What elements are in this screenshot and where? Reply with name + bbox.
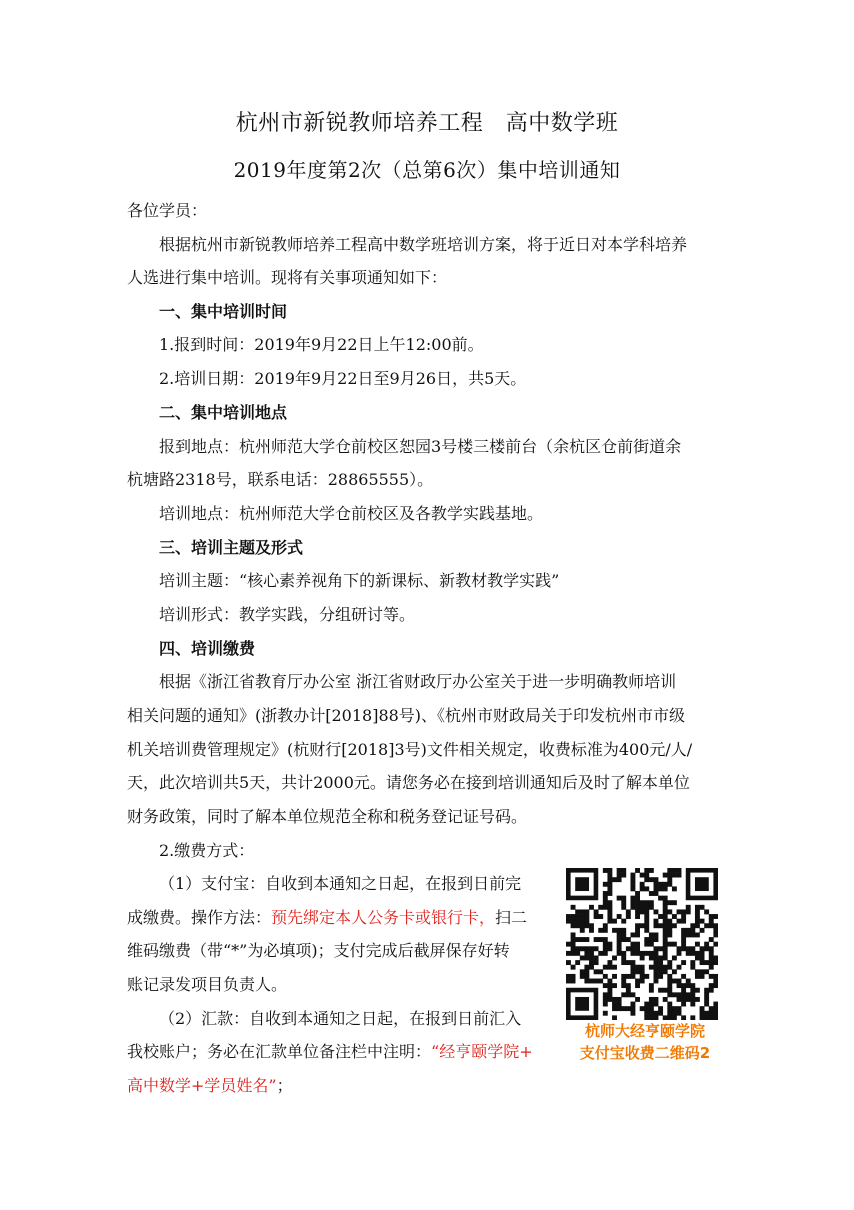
intro-line-1: 根据杭州市新锐教师培养工程高中数学班培训方案，将于近日对本学科培养 — [159, 235, 688, 254]
section1-heading: 一、集中培训时间 — [159, 302, 288, 321]
alipay-line-2 — [127, 908, 527, 928]
section4-line-3: 机关培训费管理规定》(杭财行[2018]3号)文件相关规定，收费标准为400元/人/ — [127, 740, 693, 759]
section2-report-line-2: 杭塘路2318号，联系电话：28865555）。 — [127, 470, 434, 489]
qr-code-image — [566, 868, 718, 1020]
qr-code — [566, 868, 718, 1020]
remit-line-1: （2）汇款：自收到本通知之日起，在报到日前汇入 — [159, 1009, 522, 1028]
alipay-line-2-tail: 扫二 — [495, 908, 528, 927]
qr-caption-line-1: 杭师大经亨颐学院 — [584, 1022, 705, 1040]
section2-report-line-1: 报到地点：杭州师范大学仓前校区恕园3号楼三楼前台（余杭区仓前街道余 — [159, 437, 682, 456]
alipay-line-4: 账记录发项目负责人。 — [127, 975, 288, 994]
section3-heading: 三、培训主题及形式 — [159, 538, 304, 557]
remit-line-2-highlight: “经亨颐学院+ — [431, 1042, 533, 1061]
remit-line-2-text: 我校账户；务必在汇款单位备注栏中注明： — [127, 1042, 432, 1061]
remit-line-3 — [127, 1076, 293, 1096]
section2-training-site: 培训地点：杭州师范大学仓前校区及各教学实践基地。 — [159, 504, 544, 523]
remit-line-3-highlight: 高中数学+学员姓名” — [127, 1076, 277, 1095]
section3-form: 培训形式：教学实践，分组研讨等。 — [159, 605, 416, 624]
section4-line-1: 根据《浙江省教育厅办公室 浙江省财政厅办公室关于进一步明确教师培训 — [159, 672, 677, 691]
alipay-line-3: 维码缴费（带“*”为必填项)；支付完成后截屏保存好转 — [127, 941, 510, 960]
alipay-line-2-highlight: 预先绑定本人公务卡或银行卡， — [271, 908, 496, 927]
alipay-line-2-text: 成缴费。操作方法： — [127, 908, 272, 927]
alipay-line-1: （1）支付宝：自收到本通知之日起，在报到日前完 — [159, 874, 522, 893]
greeting: 各位学员： — [127, 201, 208, 220]
section4-line-4: 天，此次培训共5天，共计2000元。请您务必在接到培训通知后及时了解本单位 — [127, 773, 690, 792]
section4-line-2: 相关问题的通知》(浙教办计[2018]88号)、《杭州市财政局关于印发杭州市市级 — [127, 706, 686, 725]
section4-heading: 四、培训缴费 — [159, 639, 256, 658]
intro-line-2: 人选进行集中培训。现将有关事项通知如下： — [127, 268, 448, 287]
section4-line-5: 财务政策，同时了解本单位规范全称和税务登记证号码。 — [127, 807, 528, 826]
payment-heading: 2.缴费方式： — [159, 841, 255, 860]
qr-caption-line-2: 支付宝收费二维码2 — [579, 1044, 711, 1062]
section2-heading: 二、集中培训地点 — [159, 403, 288, 422]
remit-line-2 — [127, 1042, 533, 1062]
section1-item-1: 1.报到时间：2019年9月22日上午12:00前。 — [159, 335, 484, 354]
title-line-2: 2019年度第2次（总第6次）集中培训通知 — [233, 158, 621, 182]
remit-line-3-tail: ； — [276, 1076, 293, 1095]
section1-item-2: 2.培训日期：2019年9月22日至9月26日，共5天。 — [159, 369, 527, 388]
title-line-1: 杭州市新锐教师培养工程 高中数学班 — [235, 111, 619, 136]
section3-theme: 培训主题：“核心素养视角下的新课标、新教材教学实践” — [159, 571, 560, 590]
